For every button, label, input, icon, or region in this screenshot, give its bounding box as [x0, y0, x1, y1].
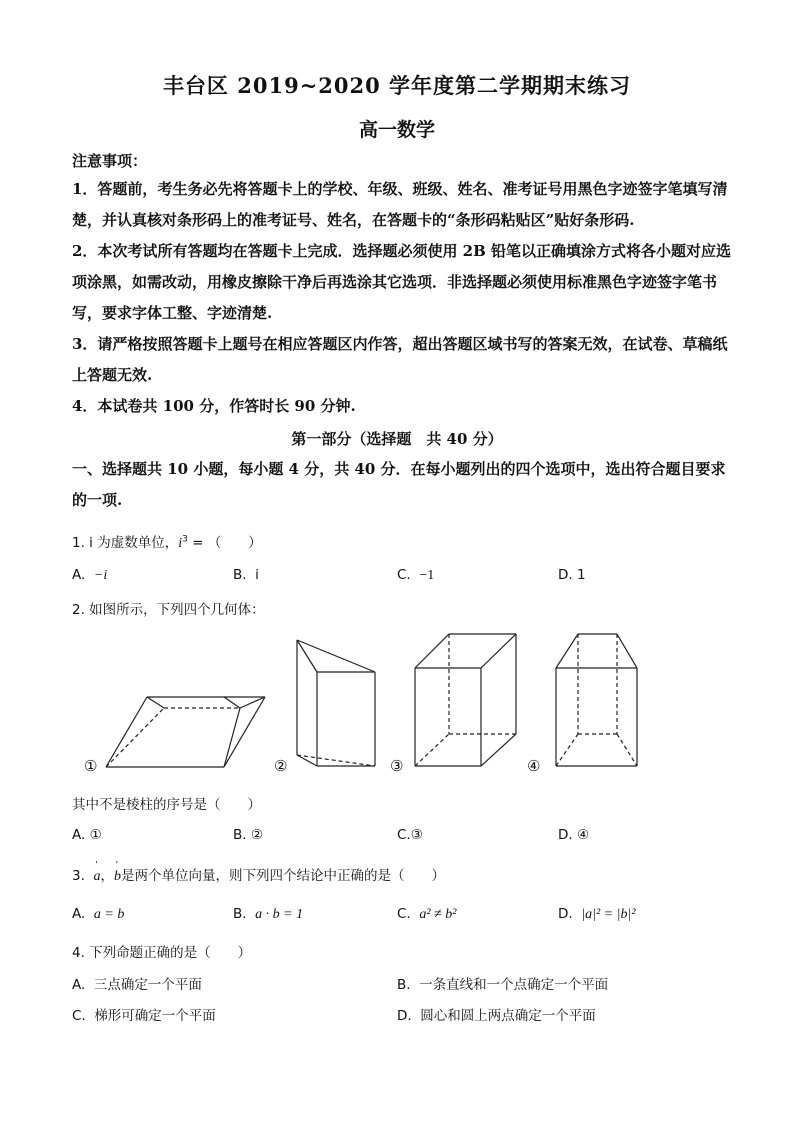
option-text: 1: [576, 567, 586, 583]
option-text: a = b: [93, 907, 125, 922]
option-text: |a|² = |b|²: [581, 907, 636, 922]
q1-sup: 3: [182, 534, 188, 545]
q1-math: i: [178, 536, 183, 551]
notice-heading: 注意事项：: [72, 152, 148, 170]
option-label: A.: [72, 827, 86, 843]
question-1-stem: [72, 531, 262, 552]
question-2-stem: 2. 如图所示，下列四个几何体：: [72, 602, 265, 618]
option-text: ②: [250, 827, 263, 843]
option-label: C.: [397, 906, 411, 922]
option-label: B.: [233, 906, 247, 922]
option-text: a · b = 1: [255, 907, 304, 922]
q3-vector-b: ' b: [114, 869, 121, 885]
q3-option-a[interactable]: [72, 906, 124, 923]
option-label: A.: [72, 906, 86, 922]
question-3-stem: [72, 864, 445, 885]
option-label: B.: [233, 567, 247, 583]
q3-option-d[interactable]: [558, 906, 636, 923]
option-text: ④: [576, 827, 590, 843]
solid-2: [297, 640, 375, 766]
option-label: C.: [397, 567, 411, 583]
option-text: 三点确定一个平面: [93, 977, 202, 993]
q1-suffix: = （ ）: [187, 535, 262, 551]
q4-option-b[interactable]: [397, 973, 608, 993]
option-label: B.: [397, 977, 411, 993]
option-label: C.: [72, 1008, 86, 1024]
notice-item: 3．请严格按照答题卡上题号在相应答题区内作答，超出答题区域书写的答案无效，在试卷、草稿纸上答题无效.: [72, 335, 728, 384]
q1-option-a[interactable]: [72, 567, 107, 584]
part-title: 第一部分（选择题 共 40 分）: [291, 430, 503, 448]
notice-list: [72, 174, 732, 422]
figure-label-2: ②: [274, 757, 288, 775]
q3-separator: ，: [100, 868, 114, 884]
q1-option-c[interactable]: [397, 567, 434, 584]
option-label: D.: [558, 827, 573, 843]
notice-item: 1．答题前，考生务必先将答题卡上的学校、年级、班级、姓名、准考证号用黑色字迹签字笔填写清楚，并认真核对条形码上的准考证号、姓名，在答题卡的“条形码粘贴区”贴好条形码.: [72, 180, 728, 229]
option-text: 梯形可确定一个平面: [94, 1008, 216, 1024]
q3-number: 3.: [72, 868, 85, 884]
solid-3: [415, 634, 516, 766]
q3-option-b[interactable]: [233, 906, 303, 923]
q1-option-b[interactable]: [233, 567, 259, 583]
option-label: D.: [558, 567, 573, 583]
q2-option-a[interactable]: [72, 827, 102, 843]
solid-1: [106, 697, 265, 767]
option-label: C.: [397, 827, 411, 843]
question-4-stem: 4. 下列命题正确的是（ ）: [72, 945, 252, 961]
q4-option-d[interactable]: [397, 1004, 596, 1024]
notice-item: 4．本试卷共 100 分，作答时长 90 分钟.: [72, 397, 356, 415]
option-label: A.: [72, 567, 86, 583]
q3-vector-a: ' a: [93, 869, 100, 885]
q1-option-d[interactable]: [558, 567, 586, 583]
option-label: A.: [72, 977, 86, 993]
q2-option-c[interactable]: [397, 827, 423, 843]
option-text: a² ≠ b²: [419, 907, 457, 922]
option-label: D.: [397, 1008, 412, 1024]
question-2-followup: 其中不是棱柱的序号是（ ）: [72, 797, 261, 813]
option-text: ①: [89, 827, 102, 843]
figure-label-1: ①: [84, 757, 98, 775]
page-title: 丰台区 2019~2020 学年度第二学期期末练习: [162, 73, 632, 98]
q2-option-d[interactable]: [558, 827, 589, 843]
option-text: 圆心和圆上两点确定一个平面: [420, 1008, 596, 1024]
figure-label-4: ④: [527, 757, 541, 775]
q1-prefix: 1. i 为虚数单位，: [72, 535, 179, 551]
q4-option-c[interactable]: [72, 1004, 216, 1024]
q3-option-c[interactable]: [397, 906, 456, 923]
q2-option-b[interactable]: [233, 827, 263, 843]
page-subtitle: 高一数学: [358, 119, 435, 141]
option-text: 一条直线和一个点确定一个平面: [419, 977, 609, 993]
section-intro: 一、选择题共 10 小题，每小题 4 分，共 40 分．在每小题列出的四个选项中，选出符合题目要求的一项.: [72, 460, 726, 509]
option-text: −i: [93, 568, 108, 583]
figure-label-3: ③: [390, 757, 404, 775]
q3-rest: 是两个单位向量，则下列四个结论中正确的是（ ）: [120, 868, 445, 884]
option-text: i: [255, 567, 259, 583]
q4-option-a[interactable]: [72, 973, 202, 993]
solid-4: [556, 634, 637, 766]
option-label: B.: [233, 827, 247, 843]
notice-item: 2．本次考试所有答题均在答题卡上完成．选择题必须使用 2B 铅笔以正确填涂方式将各小题对应选项涂黑，如需改动，用橡皮擦除干净后再选涂其它选项．非选择题必须使用标准黑色字迹签字笔书写，要求字体工整、字迹清楚.: [72, 242, 732, 322]
option-label: D.: [558, 906, 573, 922]
option-text: ③: [410, 827, 423, 843]
option-text: −1: [419, 568, 435, 583]
